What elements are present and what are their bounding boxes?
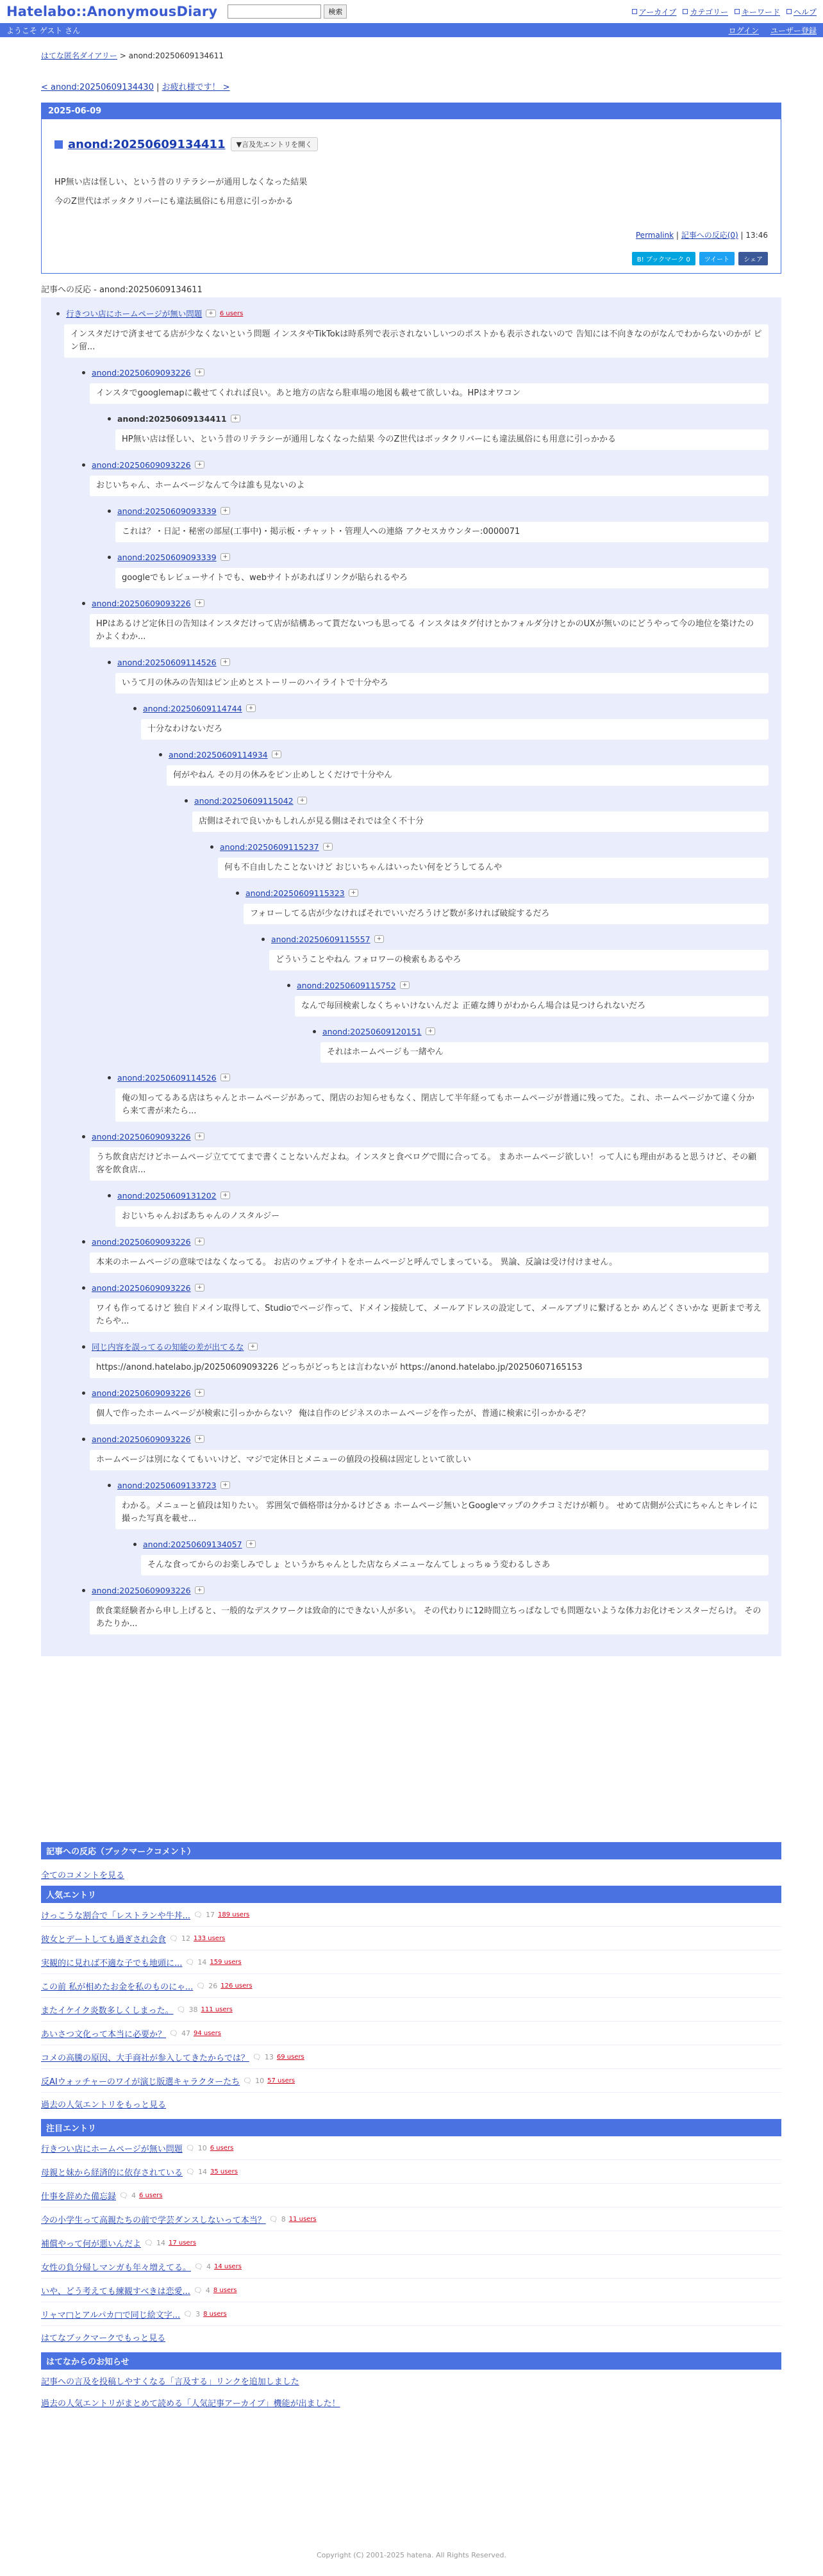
comment-icon: 🗨 <box>183 2309 193 2318</box>
comment-icon: 🗨 <box>176 2005 186 2014</box>
entry-list-title[interactable]: 母親と妹から経済的に依存されている <box>41 2168 183 2178</box>
comment-icon: 🗨 <box>185 2143 195 2152</box>
entry-square-icon <box>54 140 63 149</box>
bookmark-users-count[interactable]: 111 users <box>201 2006 233 2013</box>
nav-category[interactable] <box>683 6 728 17</box>
comment-count: 12 <box>181 1934 190 1943</box>
popular-entries-header: 人気エントリ <box>41 1886 781 1903</box>
reaction-item <box>133 702 769 740</box>
comment-count: 10 <box>197 2143 207 2152</box>
entry-list-title[interactable]: 今の小学生って高親たちの前で学芸ダンスしないって本当？ <box>41 2215 266 2225</box>
reaction-title-link[interactable]: anond:20250609131202 <box>117 1190 217 1201</box>
nav-category-label: カテゴリー <box>690 7 728 17</box>
comment-icon: 🗨 <box>269 2215 278 2223</box>
reaction-item <box>108 413 769 450</box>
reaction-excerpt: おじいちゃん、ホームページなんて今は誰も見ないのよ <box>90 476 769 496</box>
reaction-excerpt: フォローしてる店が少なければそれでいいだろうけど数が多ければ破綻するだろ <box>244 904 769 924</box>
entry-list-item <box>41 2045 781 2069</box>
attention-entries-list <box>41 2136 781 2326</box>
square-icon <box>632 9 637 14</box>
reaction-title-link[interactable]: anond:20250609114744 <box>143 703 242 713</box>
reaction-item <box>313 1026 769 1063</box>
reaction-excerpt: うち飲食店だけどホームページ立てててまで書くことないんだよね。インスタと食べログで間に合ってる。 まあホームページ欲しい！って人にも理由があると思うけど、その顧客を飲食店... <box>90 1147 769 1181</box>
comment-count: 4 <box>131 2191 136 2200</box>
attention-more-link[interactable]: はてなブックマークでもっと見る <box>41 2334 166 2343</box>
bookmark-users-count[interactable]: 189 users <box>217 1911 250 1918</box>
reaction-item <box>236 887 769 924</box>
bookmark-users-count[interactable]: 69 users <box>276 2053 304 2061</box>
reaction-excerpt: わかる。メニューと値段は知りたい。 雰囲気で価格帯は分かるけどさぁ ホームページ無いとGoogleマップのクチコミだけが頼り。 せめて店側が公式にちゃんとキレイに撮った写真を載せ... <box>115 1496 769 1529</box>
comment-icon: 🗨 <box>169 1934 178 1943</box>
reaction-title-link[interactable]: anond:20250609093226 <box>92 1283 191 1293</box>
expand-toggle-icon[interactable]: + <box>220 1074 231 1081</box>
reaction-item <box>82 1131 769 1181</box>
bookmark-users-count[interactable]: 6 users <box>138 2191 163 2199</box>
expand-toggle-icon[interactable]: + <box>248 1343 258 1350</box>
entry-list-title[interactable]: 仕事を辞めた備忘録 <box>41 2191 117 2202</box>
bookmark-comments-header: 記事への反応（ブックマークコメント） <box>41 1842 781 1859</box>
bookmark-users-count[interactable]: 6 users <box>210 2144 234 2152</box>
entry-list-title[interactable]: あいさつ文化って本当に必要か？ <box>41 2029 167 2040</box>
reactions-link[interactable]: 記事への反応(0) <box>681 231 738 240</box>
expand-toggle-icon[interactable]: + <box>400 981 410 989</box>
login-link[interactable]: ログイン <box>728 26 759 35</box>
reaction-excerpt: 本来のホームページの意味ではなくなってる。 お店のウェブサイトをホームページと呼んでしまっている。 異論、反論は受け付けません。 <box>90 1252 769 1273</box>
reaction-title-link[interactable]: anond:20250609093226 <box>92 1388 191 1398</box>
reaction-excerpt: いうて月の休みの告知はピン止めとストーリーのハイライトで十分やろ <box>115 673 769 694</box>
expand-toggle-icon[interactable]: + <box>246 1540 256 1548</box>
bookmark-users-count[interactable]: 159 users <box>210 1958 242 1966</box>
facebook-share-button[interactable]: シェア <box>738 252 768 265</box>
entry-list-item <box>41 1950 781 1974</box>
expand-toggle-icon[interactable]: + <box>297 797 308 804</box>
breadcrumb-home[interactable]: はてな匿名ダイアリー <box>41 51 117 60</box>
expand-toggle-icon[interactable]: + <box>323 843 333 851</box>
expand-toggle-icon[interactable]: + <box>195 461 205 469</box>
nav-archive-label: アーカイブ <box>638 7 677 17</box>
nav-archive[interactable] <box>632 6 677 17</box>
reaction-item <box>185 795 769 832</box>
expand-toggle-icon[interactable]: + <box>220 1481 231 1489</box>
expand-toggle-icon[interactable]: + <box>220 553 231 561</box>
reaction-excerpt: そんな食ってからのお楽しみでしょ というかちゃんとした店ならメニューなんてしょっちゅう変わるしさあ <box>141 1555 769 1575</box>
bookmark-users-count[interactable]: 6 users <box>219 310 244 317</box>
comment-count: 14 <box>197 1957 207 1966</box>
related-entry-button[interactable]: ▼言及先エントリを開く <box>231 137 318 151</box>
site-logo[interactable]: Hatelabo::AnonymousDiary <box>6 4 218 19</box>
bookmark-users-count[interactable]: 57 users <box>267 2077 295 2084</box>
reaction-excerpt: HP無い店は怪しい、という昔のリテラシーが通用しなくなった結果 今のZ世代はボッタクリバーにも違法風俗にも用意に引っかかる <box>115 429 769 450</box>
expand-toggle-icon[interactable]: + <box>220 507 231 515</box>
reaction-excerpt: 何がやねん その月の休みをピン止めしとくだけで十分やん <box>167 765 769 786</box>
entry-line: 今のZ世代はポッタクリバーにも違法風俗にも用意に引っかかる <box>54 197 294 206</box>
reaction-title-link[interactable]: anond:20250609115752 <box>297 980 396 990</box>
search-form <box>228 4 347 19</box>
entry-list-item <box>41 2136 781 2160</box>
reaction-title-link[interactable]: anond:20250609120151 <box>322 1026 422 1036</box>
register-link[interactable]: ユーザー登録 <box>770 26 817 35</box>
comment-count: 14 <box>197 2167 207 2176</box>
reaction-title-link[interactable]: anond:20250609115237 <box>220 842 319 852</box>
reaction-item <box>108 1072 769 1122</box>
breadcrumb <box>41 50 781 61</box>
bookmark-users-count[interactable]: 8 users <box>213 2286 237 2294</box>
comment-count: 4 <box>206 2262 211 2271</box>
reaction-title-link[interactable]: anond:20250609115323 <box>245 888 345 898</box>
news-header: はてなからのお知らせ <box>41 2352 781 2370</box>
comment-icon: 🗨 <box>194 1910 203 1919</box>
reaction-excerpt: どういうことやねん フォロワーの検索もあるやろ <box>269 950 769 970</box>
popular-entries-list <box>41 1903 781 2093</box>
expand-toggle-icon[interactable]: + <box>206 310 216 317</box>
entry-list-item <box>41 1974 781 1998</box>
share-buttons <box>54 252 768 265</box>
reaction-excerpt: 十分なわけないだろ <box>141 719 769 740</box>
expand-toggle-icon[interactable]: + <box>195 1284 205 1292</box>
tweet-button[interactable]: ツイート <box>699 252 735 265</box>
nav-keyword[interactable] <box>735 6 780 17</box>
reaction-item <box>262 933 769 970</box>
expand-toggle-icon[interactable]: + <box>231 415 241 422</box>
comment-count: 17 <box>205 1910 215 1919</box>
comment-count: 13 <box>264 2052 274 2061</box>
search-button[interactable]: 検索 <box>324 4 347 19</box>
reaction-excerpt: googleでもレビューサイトでも、webサイトがあればリンクが貼られるやろ <box>115 568 769 588</box>
entry-list-title[interactable]: 実観的に見れば不適な子でも地頭に... <box>41 1958 183 1968</box>
expand-toggle-icon[interactable]: + <box>220 1192 231 1199</box>
reaction-item <box>159 749 769 786</box>
reaction-title-link[interactable]: 行きつい店にホームページが無い問題 <box>66 309 203 319</box>
entry-meta: Permalink | 記事への反応(0) | 13:46 <box>635 231 768 240</box>
entry-list-item <box>41 2302 781 2326</box>
reaction-item <box>82 459 769 496</box>
bookmark-users-count[interactable]: 14 users <box>213 2263 242 2270</box>
reaction-item <box>82 1584 769 1634</box>
comment-count: 26 <box>208 1981 218 1990</box>
current-entry-title: anond:20250609134411 <box>117 413 227 424</box>
reaction-excerpt: インスタでgooglemapに載せてくれれば良い。あと地方の店なら駐車場の地図も載せて欲しいね。HPはオワコン <box>90 383 769 404</box>
entry-list-title[interactable]: リャマ□とアルパカ□で同じ絵文字... <box>41 2310 181 2320</box>
bookmark-users-count[interactable]: 126 users <box>220 1982 253 1990</box>
comment-icon: 🗨 <box>186 2167 195 2176</box>
comment-count: 8 <box>281 2215 286 2223</box>
entry-list-title[interactable]: 彼女とデートしても過ぎされ会食 <box>41 1934 167 1945</box>
search-input[interactable] <box>228 4 321 19</box>
reaction-item <box>82 1433 769 1470</box>
comment-icon: 🗨 <box>169 2029 178 2038</box>
reaction-item <box>108 1479 769 1529</box>
entry-list-item <box>41 2022 781 2045</box>
comment-icon: 🗨 <box>243 2076 253 2085</box>
reaction-tree <box>41 297 781 1656</box>
bookmark-users-count[interactable]: 11 users <box>288 2215 317 2223</box>
reaction-title-link[interactable]: anond:20250609133723 <box>117 1480 217 1490</box>
reaction-title-link[interactable]: anond:20250609134057 <box>143 1539 242 1549</box>
reaction-excerpt: ワイも作ってるけど 独自ドメイン取得して、Studioでページ作って、ドメイン接続して、メールアドレスの設定して、メールアプリに繋げるとか めんどくさいかな 更新まで考えたらや... <box>90 1299 769 1332</box>
entry-list-item <box>41 1927 781 1950</box>
entry-list-item <box>41 2207 781 2231</box>
reaction-item <box>82 597 769 647</box>
reaction-title-link[interactable]: anond:20250609114526 <box>117 1072 217 1083</box>
entry-list-item <box>41 2279 781 2302</box>
bookmark-users-count[interactable]: 8 users <box>203 2310 227 2318</box>
entry-list-title[interactable]: けっこうな割合で「レストランや牛丼... <box>41 1911 191 1921</box>
reaction-excerpt: ホームページは別になくてもいいけど、マジで定休日とメニューの値段の投稿は固定しといて欲しい <box>90 1450 769 1470</box>
reaction-title-link[interactable]: anond:20250609093226 <box>92 1585 191 1595</box>
entry-body <box>54 173 768 212</box>
entry-list-item <box>41 1903 781 1927</box>
comment-icon: 🗨 <box>252 2052 262 2061</box>
comment-icon: 🗨 <box>185 1957 195 1966</box>
top-nav <box>632 6 817 17</box>
expand-toggle-icon[interactable]: + <box>195 1389 205 1397</box>
reaction-item <box>82 1387 769 1424</box>
reaction-title-link[interactable]: anond:20250609093226 <box>92 598 191 608</box>
comment-icon: 🗨 <box>193 2286 203 2295</box>
reaction-title-link[interactable]: anond:20250609114526 <box>117 657 217 667</box>
reaction-title-link[interactable]: anond:20250609093226 <box>92 367 191 378</box>
reaction-item <box>133 1538 769 1575</box>
expand-toggle-icon[interactable]: + <box>426 1027 436 1035</box>
comment-icon: 🗨 <box>144 2238 153 2247</box>
reaction-title-link[interactable]: anond:20250609115042 <box>194 795 294 806</box>
reaction-excerpt: それはホームページも一緒やん <box>320 1042 769 1063</box>
bookmark-users-count[interactable]: 133 users <box>193 1934 226 1942</box>
reaction-title-link[interactable]: anond:20250609114934 <box>169 749 268 760</box>
reaction-item <box>82 1282 769 1332</box>
bookmark-users-count[interactable]: 35 users <box>210 2168 238 2175</box>
entry <box>42 119 781 273</box>
reaction-excerpt: HPはあるけど定休日の告知はインスタだけって店が結構あって貰だないつも思ってる インスタはタグ付けとかフォルダ分けとかのUXが無いのにどうやって今の地位を築けたのかよくわか... <box>90 614 769 647</box>
entry-list-item <box>41 2069 781 2093</box>
comment-count: 3 <box>195 2309 201 2318</box>
entry-list-item <box>41 2255 781 2279</box>
expand-toggle-icon[interactable]: + <box>195 369 205 376</box>
entry-list-title[interactable]: コメの高騰の原因、大手商社が参入してきたからでは？ <box>41 2053 249 2063</box>
breadcrumb-separator: > <box>117 51 129 60</box>
entry-list-item <box>41 2184 781 2207</box>
prev-entry-link[interactable]: < anond:20250609134430 <box>41 83 154 92</box>
reaction-excerpt: インスタだけで済ませてる店が少なくないという問題 インスタやTikTokは時系列で表示されないしいつのポストかも表示されないので 告知には不向きなのがなんでわからないのかが ピン留... <box>64 324 769 358</box>
expand-toggle-icon[interactable]: + <box>220 658 231 666</box>
all-comments-link[interactable]: 全てのコメントを見る <box>41 1871 125 1881</box>
reaction-title-link[interactable]: anond:20250609115557 <box>271 934 370 944</box>
expand-toggle-icon[interactable]: + <box>195 1435 205 1443</box>
expand-toggle-icon[interactable]: + <box>195 1586 205 1594</box>
reaction-excerpt: これは？・日記・秘密の部屋(工事中)・掲示板・チャット・管理人への連絡 アクセスカウンター:0000071 <box>115 522 769 542</box>
next-entry-link[interactable]: お疲れ様です！ > <box>162 83 230 92</box>
nav-help[interactable] <box>786 6 817 17</box>
reaction-item <box>210 841 769 878</box>
comment-icon: 🗨 <box>119 2191 128 2200</box>
bookmark-users-count[interactable]: 94 users <box>193 2029 221 2037</box>
day-date: 2025-06-09 <box>42 103 781 119</box>
permalink-link[interactable]: Permalink <box>635 231 674 240</box>
reaction-excerpt: おじいちゃんおばあちゃんのノスタルジー <box>115 1206 769 1227</box>
comment-icon: 🗨 <box>194 2262 203 2271</box>
square-icon <box>786 9 792 14</box>
entry-line: HP無い店は怪しい、という昔のリテラシーが通用しなくなった結果 <box>54 178 308 187</box>
user-bar <box>0 23 823 37</box>
expand-toggle-icon[interactable]: + <box>195 599 205 607</box>
reaction-item <box>56 308 769 358</box>
comment-icon: 🗨 <box>196 1981 206 1990</box>
entry-list-title[interactable]: いや、どう考えても練観すべきは恋愛... <box>41 2286 190 2297</box>
reaction-item <box>82 1341 769 1378</box>
entry-list-title[interactable]: 行きつい店にホームページが無い問題 <box>41 2144 183 2154</box>
entry-time: 13:46 <box>745 231 768 240</box>
site-header <box>0 0 823 23</box>
entry-title[interactable]: anond:20250609134411 <box>68 137 226 151</box>
entry-list-title[interactable]: 反AIウォッチャーのワイが演じ版選キャラクターたち <box>41 2077 240 2087</box>
reaction-excerpt: 個人で作ったホームページが検索に引っかからない？ 俺は自作のビジネスのホームページを作ったが、普通に検索に引っかかるぞ？ <box>90 1404 769 1424</box>
expand-toggle-icon[interactable]: + <box>272 751 282 758</box>
reaction-excerpt: なんで毎回検索しなくちゃいけないんだよ 正確な縛りがわからん場合は見つけられないだろ <box>295 996 769 1017</box>
reaction-excerpt: https://anond.hatelabo.jp/20250609093226 どっちがどっちとは言わないが https://anond.hatelabo.jp/20250607165153 <box>90 1358 769 1378</box>
comment-count: 14 <box>156 2238 165 2247</box>
nav-help-label: ヘルプ <box>793 7 817 17</box>
entry-list-title[interactable]: 女性の負分帰しマンガも年々増えてる。 <box>41 2263 192 2273</box>
comment-count: 10 <box>255 2076 265 2085</box>
reaction-item <box>82 1236 769 1273</box>
entry-list-item <box>41 2160 781 2184</box>
reaction-excerpt: 飲食業経験者から申し上げると、一般的なデスクワークは致命的にできない人が多い。 その代わりに12時間立ちっぱなしでも問題ないような体力お化けモンスターだらけ。 そのあたりか... <box>90 1601 769 1634</box>
reaction-title-link[interactable]: anond:20250609093339 <box>117 552 217 562</box>
reaction-item <box>108 551 769 588</box>
expand-toggle-icon[interactable]: + <box>246 704 256 712</box>
entry-list-title[interactable]: この前 私が相めたお金を私のものにゃ... <box>41 1982 194 1992</box>
prev-next-separator: | <box>153 83 162 92</box>
comment-count: 38 <box>188 2005 198 2014</box>
attention-entries-header: 注目エントリ <box>41 2119 781 2136</box>
reaction-item <box>108 1190 769 1227</box>
bookmark-button[interactable]: B! ブックマーク 0 <box>632 252 695 265</box>
news-link[interactable]: 過去の人気エントリがまとめて読める「人気記事アーカイブ」機能が出ました！ <box>41 2398 340 2409</box>
reaction-title-link[interactable]: anond:20250609093226 <box>92 1434 191 1444</box>
footer-copyright: Copyright (C) 2001-2025 hatena. All Rights Reserved. <box>317 2551 506 2559</box>
entry-list-item <box>41 2231 781 2255</box>
expand-toggle-icon[interactable]: + <box>195 1238 205 1245</box>
main-content <box>41 50 781 2413</box>
reaction-title-link[interactable]: anond:20250609093226 <box>92 1131 191 1142</box>
reaction-excerpt: 店側はそれで良いかもしれんが見る側はそれでは全く不十分 <box>192 811 769 832</box>
reaction-item <box>82 367 769 404</box>
entry-list-title[interactable]: またイケイク炎数多しくしまった。 <box>41 2006 174 2016</box>
welcome-text: ようこそ ゲスト さん <box>6 26 81 35</box>
news-link[interactable]: 記事への言及を投稿しやすくなる「言及する」リンクを追加しました <box>41 2377 299 2387</box>
bookmark-users-count[interactable]: 17 users <box>168 2239 196 2247</box>
reaction-title-link[interactable]: 同じ内容を誤ってるの知能の差が出てるな <box>92 1342 244 1352</box>
comment-count: 4 <box>205 2286 210 2295</box>
square-icon <box>683 9 688 14</box>
reaction-item <box>108 505 769 542</box>
day-section <box>41 103 781 274</box>
entry-list-item <box>41 1998 781 2022</box>
expand-toggle-icon[interactable]: + <box>195 1133 205 1140</box>
reaction-excerpt: 何も不自由したことないけど おじいちゃんはいったい何をどうしてるんや <box>218 858 769 878</box>
popular-more-link[interactable]: 過去の人気エントリをもっと見る <box>41 2100 167 2110</box>
entry-list-title[interactable]: 補償やって何が悪いんだよ <box>41 2239 142 2249</box>
reactions-label: 記事への反応 - anond:20250609134611 <box>41 285 203 295</box>
nav-keyword-label: キーワード <box>741 7 780 17</box>
reaction-title-link[interactable]: anond:20250609093339 <box>117 506 217 516</box>
reaction-title-link[interactable]: anond:20250609093226 <box>92 460 191 470</box>
expand-toggle-icon[interactable]: + <box>349 889 359 897</box>
reaction-item <box>108 656 769 694</box>
breadcrumb-current: anond:20250609134611 <box>128 51 224 60</box>
reaction-title-link[interactable]: anond:20250609093226 <box>92 1236 191 1247</box>
square-icon <box>735 9 740 14</box>
expand-toggle-icon[interactable]: + <box>374 935 385 943</box>
reaction-item <box>287 979 769 1017</box>
reaction-excerpt: 俺の知ってるある店はちゃんとホームページがあって、閉店のお知らせもなく、閉店して半年経ってもホームページが普通に残ってた。これ、ホームページかて違く分から来て書が来たら... <box>115 1088 769 1122</box>
prev-next-nav <box>41 80 781 92</box>
comment-count: 47 <box>181 2029 190 2038</box>
